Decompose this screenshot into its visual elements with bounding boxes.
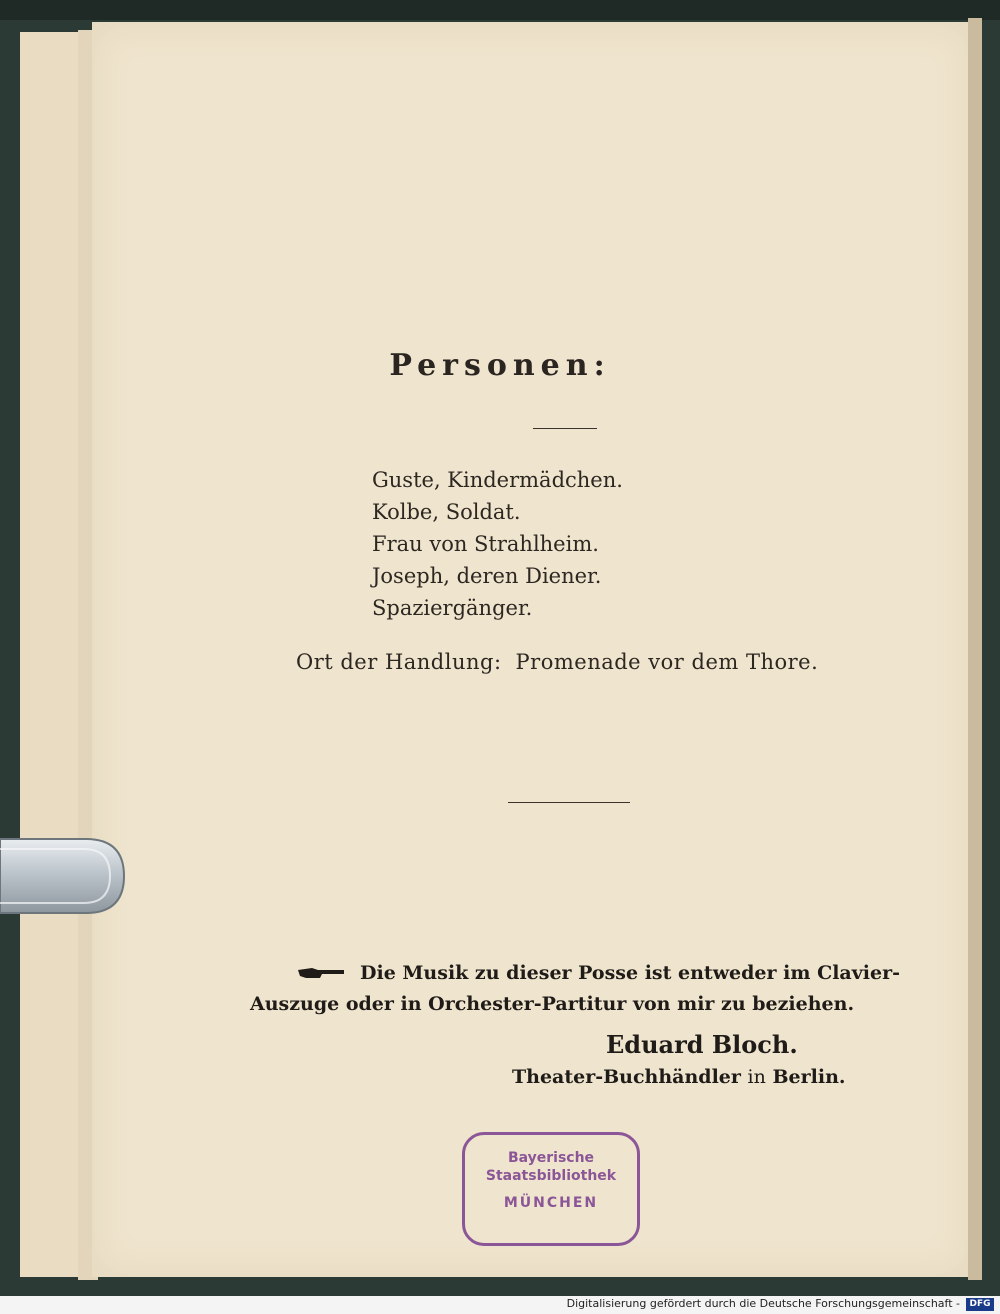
- cast-item: Guste, Kindermädchen.: [372, 468, 623, 492]
- publisher-line: [512, 1066, 846, 1088]
- cast-item: Joseph, deren Diener.: [372, 564, 602, 588]
- stamp-line: Bayerische: [507, 1150, 595, 1166]
- page-clip-icon: [0, 835, 126, 917]
- setting-value: Promenade vor dem Thore.: [515, 650, 819, 674]
- page-edge: [968, 18, 982, 1280]
- publisher-name: Eduard Bloch.: [606, 1030, 798, 1059]
- stamp-line: Staatsbibliothek: [485, 1168, 617, 1184]
- setting-label: Ort der Handlung:: [296, 650, 502, 674]
- publisher-role: Theater-Buchhändler: [512, 1066, 741, 1088]
- cast-item: Frau von Strahlheim.: [372, 532, 599, 556]
- note-line: Die Musik zu dieser Posse ist entweder im Clavier-: [360, 962, 900, 984]
- cast-item: Kolbe, Soldat.: [372, 500, 521, 524]
- publisher-city: Berlin.: [772, 1066, 846, 1088]
- footer-credit: Digitalisierung gefördert durch die Deutsche Forschungsgemeinschaft -: [566, 1297, 960, 1310]
- divider-rule: [533, 428, 597, 429]
- scan-background: [0, 0, 1000, 20]
- publisher-in: in: [747, 1066, 766, 1088]
- library-stamp: [462, 1132, 640, 1246]
- note-line: Auszuge oder in Orchester-Partitur von mir zu beziehen.: [250, 993, 855, 1015]
- cast-list: [372, 464, 623, 624]
- stamp-line: MÜNCHEN: [503, 1195, 599, 1211]
- cast-heading: Personen:: [389, 348, 611, 383]
- dfg-logo-icon: DFG: [966, 1298, 994, 1311]
- divider-rule: [508, 802, 630, 803]
- music-note-paragraph: [250, 958, 900, 1020]
- setting-line: [296, 650, 818, 674]
- cast-item: Spaziergänger.: [372, 596, 533, 620]
